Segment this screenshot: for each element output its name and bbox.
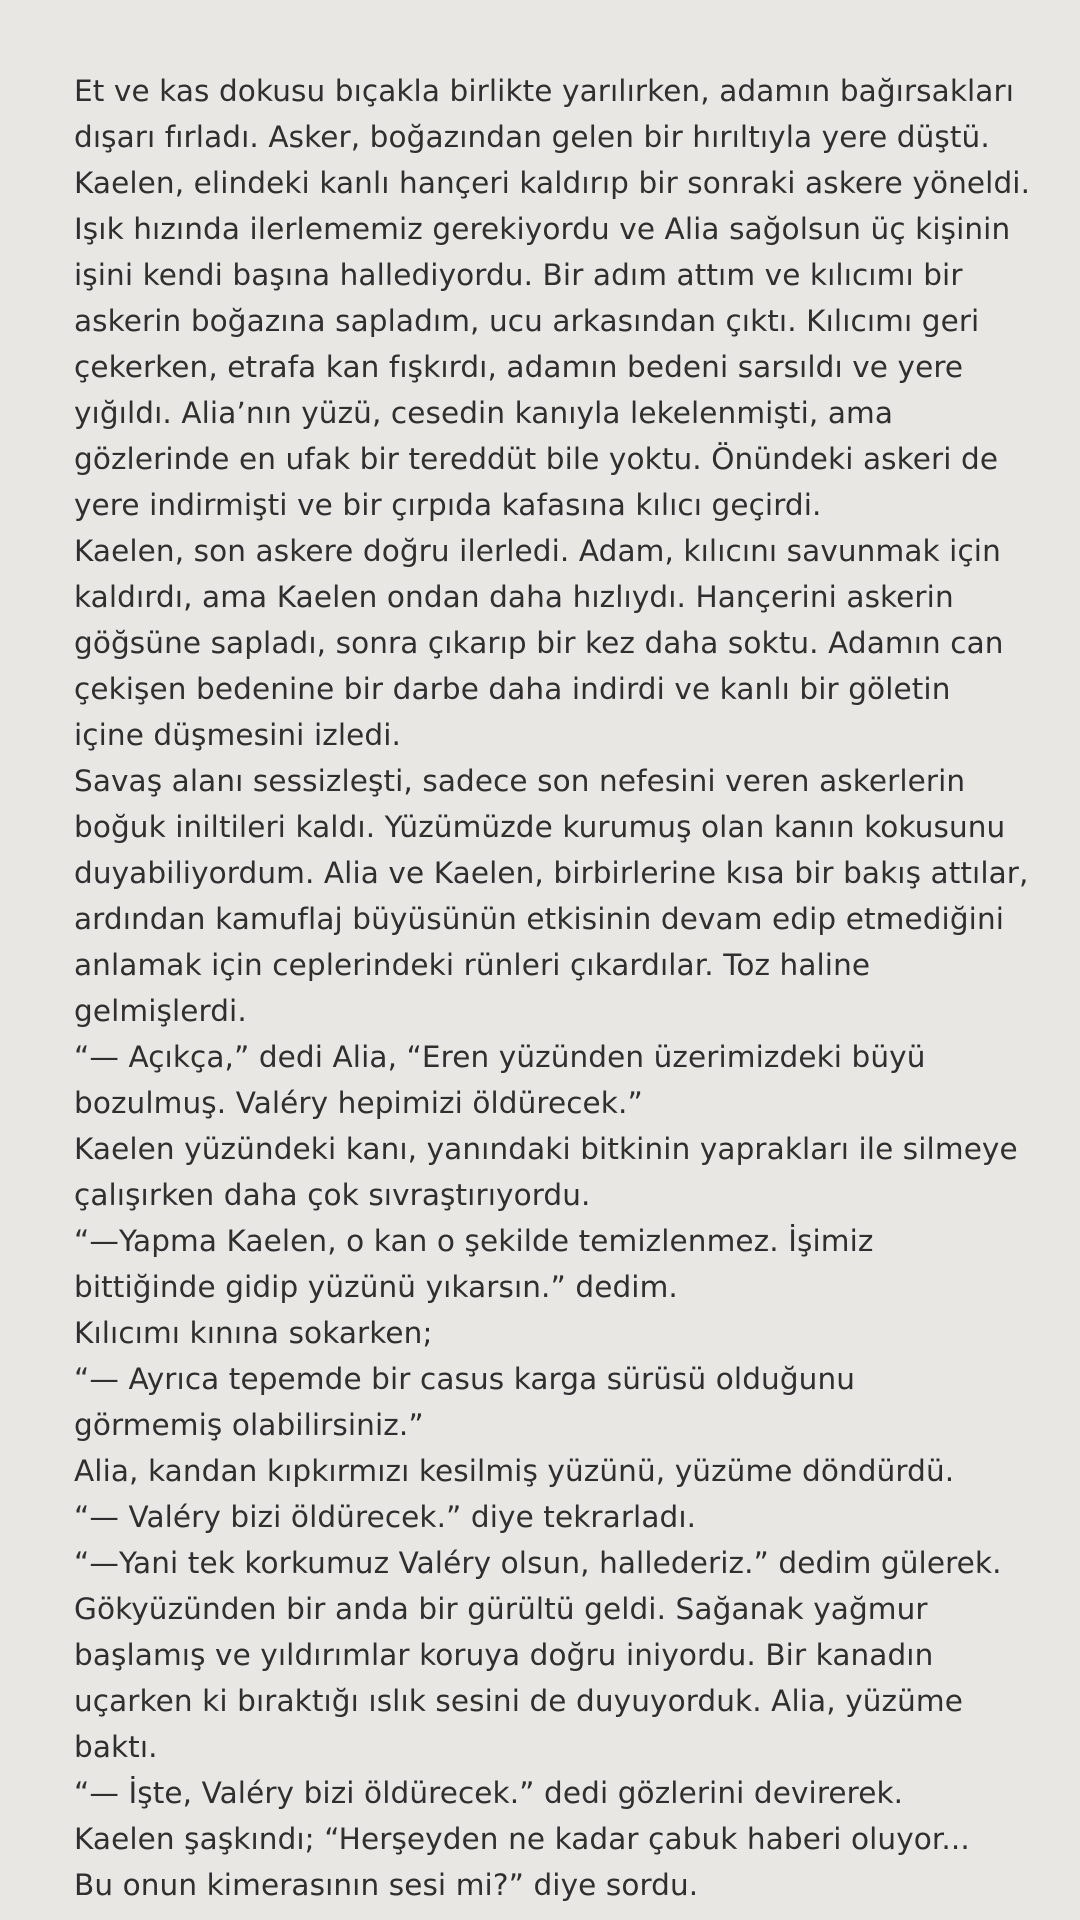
text-line: kaldırdı, ama Kaelen ondan daha hızlıydı. Hançerini askerin: [74, 580, 954, 614]
text-line: Işık hızında ilerlememiz gerekiyordu ve Alia sağolsun üç kişinin: [74, 212, 1011, 246]
text-line: bittiğinde gidip yüzünü yıkarsın.” dedim.: [74, 1270, 678, 1304]
document-text: [74, 68, 1034, 1908]
text-line: Kaelen şaşkındı; “Herşeyden ne kadar çabuk haberi oluyor...: [74, 1822, 970, 1856]
text-line: “—Yani tek korkumuz Valéry olsun, hallederiz.” dedim gülerek.: [74, 1546, 1002, 1580]
text-line: işini kendi başına hallediyordu. Bir adım attım ve kılıcımı bir: [74, 258, 963, 292]
text-line: dışarı fırladı. Asker, boğazından gelen bir hırıltıyla yere düştü.: [74, 120, 990, 154]
text-line: gelmişlerdi.: [74, 994, 247, 1028]
text-line: bozulmuş. Valéry hepimizi öldürecek.”: [74, 1086, 643, 1120]
text-line: çalışırken daha çok sıvraştırıyordu.: [74, 1178, 591, 1212]
text-line: uçarken ki bıraktığı ıslık sesini de duyuyorduk. Alia, yüzüme: [74, 1684, 964, 1718]
text-line: Kaelen, son askere doğru ilerledi. Adam, kılıcını savunmak için: [74, 534, 1001, 568]
text-line: Kaelen yüzündeki kanı, yanındaki bitkinin yaprakları ile silmeye: [74, 1132, 1018, 1166]
text-line: gözlerinde en ufak bir tereddüt bile yoktu. Önündeki askeri de: [74, 442, 999, 476]
text-line: Kaelen, elindeki kanlı hançeri kaldırıp bir sonraki askere yöneldi.: [74, 166, 1031, 200]
text-line: Et ve kas dokusu bıçakla birlikte yarılırken, adamın bağırsakları: [74, 74, 1014, 108]
text-line: görmemiş olabilirsiniz.”: [74, 1408, 424, 1442]
text-line: “— Açıkça,” dedi Alia, “Eren yüzünden üzerimizdeki büyü: [74, 1040, 926, 1074]
text-line: çekişen bedenine bir darbe daha indirdi ve kanlı bir göletin: [74, 672, 951, 706]
text-line: Bu onun kimerasının sesi mi?” diye sordu.: [74, 1868, 699, 1902]
text-line: yere indirmişti ve bir çırpıda kafasına kılıcı geçirdi.: [74, 488, 822, 522]
text-line: Kılıcımı kınına sokarken;: [74, 1316, 433, 1350]
text-line: duyabiliyordum. Alia ve Kaelen, birbirlerine kısa bir bakış attılar,: [74, 856, 1029, 890]
text-line: başlamış ve yıldırımlar koruya doğru iniyordu. Bir kanadın: [74, 1638, 934, 1672]
text-line: ardından kamuflaj büyüsünün etkisinin devam edip etmediğini: [74, 902, 1005, 936]
text-line: “—Yapma Kaelen, o kan o şekilde temizlenmez. İşimiz: [74, 1224, 874, 1258]
text-line: içine düşmesini izledi.: [74, 718, 401, 752]
text-line: askerin boğazına sapladım, ucu arkasından çıktı. Kılıcımı geri: [74, 304, 980, 338]
text-line: Gökyüzünden bir anda bir gürültü geldi. Sağanak yağmur: [74, 1592, 928, 1626]
text-line: boğuk iniltileri kaldı. Yüzümüzde kurumuş olan kanın kokusunu: [74, 810, 1006, 844]
text-line: Savaş alanı sessizleşti, sadece son nefesini veren askerlerin: [74, 764, 966, 798]
text-line: Alia, kandan kıpkırmızı kesilmiş yüzünü, yüzüme döndürdü.: [74, 1454, 955, 1488]
text-line: “— Ayrıca tepemde bir casus karga sürüsü olduğunu: [74, 1362, 856, 1396]
text-line: yığıldı. Alia’nın yüzü, cesedin kanıyla lekelenmişti, ama: [74, 396, 894, 430]
text-line: “— İşte, Valéry bizi öldürecek.” dedi gözlerini devirerek.: [74, 1776, 904, 1810]
text-line: baktı.: [74, 1730, 158, 1764]
text-line: göğsüne sapladı, sonra çıkarıp bir kez daha soktu. Adamın can: [74, 626, 1004, 660]
text-line: anlamak için ceplerindeki rünleri çıkardılar. Toz haline: [74, 948, 871, 982]
text-line: “— Valéry bizi öldürecek.” diye tekrarladı.: [74, 1500, 697, 1534]
text-line: çekerken, etrafa kan fışkırdı, adamın bedeni sarsıldı ve yere: [74, 350, 964, 384]
